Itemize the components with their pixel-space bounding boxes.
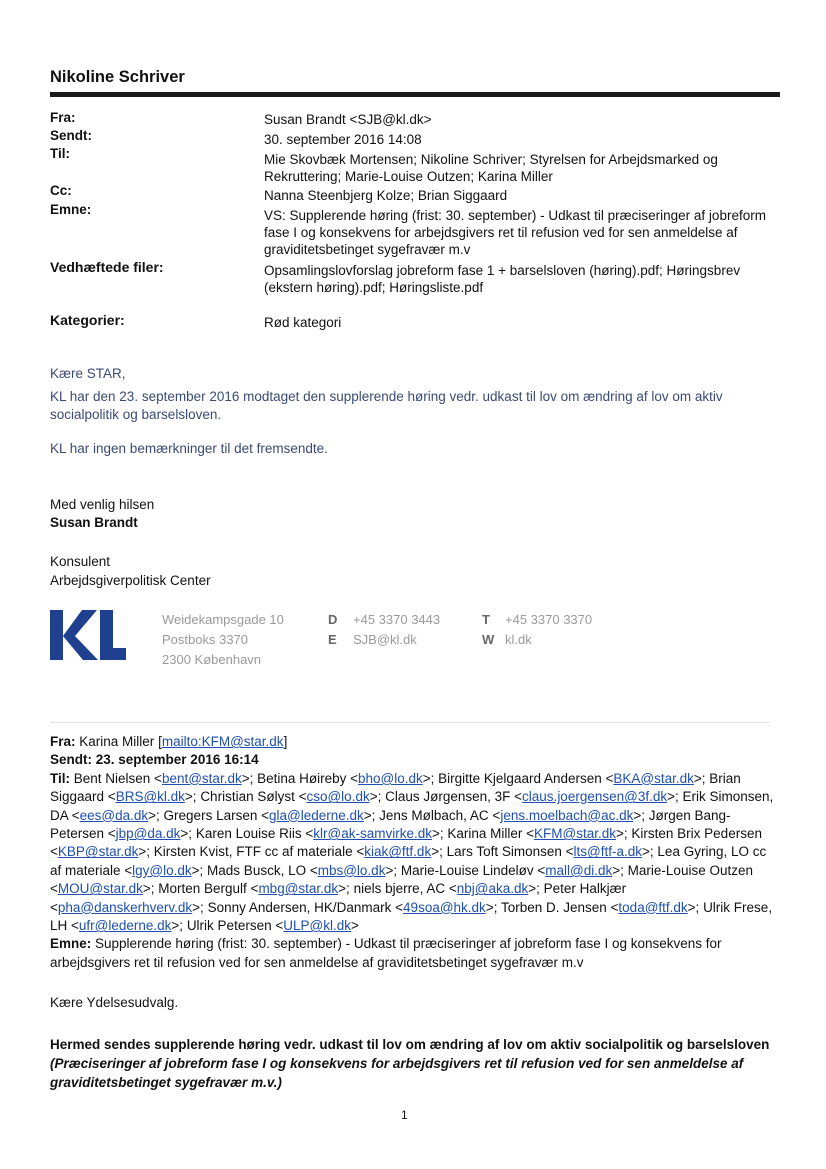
recipient [207,863,401,878]
recipient-list [50,771,773,933]
recipient-separator: >; [148,807,164,823]
direct-phone-label: D [328,612,338,627]
recipient-separator: >; [142,881,159,897]
title-rule [50,92,780,97]
recipient-email-link[interactable]: cso@lo.dk [306,789,370,805]
cc-label: Cc: [50,183,72,198]
recipient-name: Lars Toft Simonsen < [446,844,574,860]
recipient-email-link[interactable]: mbs@lo.dk [317,862,386,878]
signature-email: SJB@kl.dk [353,632,417,647]
recipient-name: Morten Bergulf < [158,881,259,897]
cc-value: Nanna Steenbjerg Kolze; Brian Siggaard [264,188,508,203]
recipient [379,808,649,823]
recipient-separator: >; [369,789,386,805]
recipient-name: Christian Sølyst < [200,789,307,805]
recipient [158,881,353,896]
recipient-separator: >; [363,807,380,823]
recipient-separator: >; [338,881,354,897]
recipient-email-link[interactable]: ees@da.dk [79,807,149,823]
recipient [501,900,703,915]
recipient-email-link[interactable]: BKA@star.dk [613,770,694,786]
signature-title: Konsulent [50,554,111,569]
recipient-name: Karina Miller < [447,826,535,842]
recipient-separator: >; [612,862,628,878]
contact-values-2 [505,610,592,650]
recipient-email-link[interactable]: mbg@star.dk [258,881,339,897]
signature-regards: Med venlig hilsen [50,497,155,512]
forwarded-sent-label: Sendt: [50,752,92,768]
recipient-email-link[interactable]: MOU@star.dk [57,881,143,897]
recipient-name: Marie-Louise Lindeløv < [400,862,546,878]
recipient-separator: >; [184,789,201,805]
recipient-email-link[interactable]: 49soa@hk.dk [403,899,486,915]
recipient-separator: >; [528,881,544,897]
recipient [257,771,438,786]
body-paragraph-1 [50,388,770,424]
contact-values-1 [353,610,440,650]
recipient-name: Brian Siggaard < [50,770,741,805]
recipient-separator: >; [687,899,704,915]
recipient [187,918,359,933]
recipient-email-link[interactable]: lgy@lo.dk [132,862,192,878]
recipient-email-link[interactable]: ULP@kl.dk [283,918,351,934]
email-label: E [328,632,337,647]
recipient-email-link[interactable]: mall@di.dk [545,862,613,878]
recipient [164,808,380,823]
recipient-email-link[interactable]: kiak@ftf.dk [364,844,432,860]
recipient-email-link[interactable]: toda@ftf.dk [618,899,688,915]
recipient-separator: >; [667,789,683,805]
recipient-email-link[interactable]: bho@lo.dk [358,770,423,786]
recipient-name: Erik Simonsen, DA < [50,789,774,823]
recipient [74,771,257,786]
subject-line-1: VS: Supplerende høring (frist: 30. september) - Udkast til præciseringer af jobreform [264,208,766,223]
forwarded-to-line [50,770,778,936]
web-address: kl.dk [505,632,532,647]
forwarded-greeting: Kære Ydelsesudvalg. [50,995,179,1010]
recipient-separator: >; [171,918,187,934]
to-label: Til: [50,146,70,161]
recipient-email-link[interactable]: nbj@aka.dk [456,881,529,897]
signature-department: Arbejdsgiverpolitisk Center [50,573,211,588]
recipient [200,789,385,804]
forwarded-from-line: Fra: Karina Miller [mailto:KFM@star.dk] [50,734,288,749]
recipient-separator: >; [633,807,649,823]
recipient-name: Mads Busck, LO < [207,862,318,878]
recipient-name: Betina Høireby < [257,770,359,786]
recipient-name: Kirsten Brix Pedersen < [50,826,762,860]
recipient-name: Ulrik Petersen < [186,918,284,934]
subject-line-3: graviditetsbetinget sygefravær m.v [264,242,471,257]
forwarded-sent-value: 23. september 2016 16:14 [95,752,259,768]
recipient-name: Peter Halkjær < [50,881,627,915]
recipient-email-link[interactable]: jbp@da.dk [115,826,181,842]
signature-name: Susan Brandt [50,515,138,530]
recipient-email-link[interactable]: klr@ak-samvirke.dk [313,826,432,842]
to-value [264,151,784,185]
recipient [385,789,682,804]
subject-line-2: fase I og konsekvens for arbejdsgivers ret til refusion ved for sen anmeldelse af [264,225,738,240]
attachments-line-2: (ekstern høring).pdf; Høringsliste.pdf [264,280,484,295]
page-number: 1 [401,1108,408,1122]
recipient [401,863,628,878]
body-greeting: Kære STAR, [50,366,126,381]
to-line-1: Mie Skovbæk Mortensen; Nikoline Schriver; Styrelsen for Arbejdsmarked og [264,152,718,167]
recipient-email-link[interactable]: KFM@star.dk [534,826,617,842]
recipient [154,844,447,859]
to-line-2: Rekruttering; Marie-Louise Outzen; Karina Miller [264,169,553,184]
from-value: Susan Brandt <SJB@kl.dk> [264,112,432,127]
recipient-separator: >; [138,844,154,860]
recipient-email-link[interactable]: claus.joergensen@3f.dk [522,789,668,805]
address-line-2: Postboks 3370 [162,632,249,647]
recipient-name: Gregers Larsen < [163,807,269,823]
recipient-email-link[interactable]: lts@ftf-a.dk [573,844,643,860]
page-title: Nikoline Schriver [50,68,185,86]
forwarded-from-name: Karina Miller [79,734,155,749]
recipient-name: Kirsten Kvist, FTF cc af materiale < [153,844,365,860]
forwarded-subject-line [50,935,778,972]
attachments-value [264,262,784,296]
category-value: Rød kategori [264,315,342,330]
recipient-name: Claus Jørgensen, 3F < [385,789,523,805]
recipient-name: Torben D. Jensen < [500,899,619,915]
recipient-email-link[interactable]: ufr@lederne.dk [78,918,172,934]
body-p1-line-2: socialpolitik og barselsloven. [50,407,222,422]
recipient-name: niels bjerre, AC < [353,881,457,897]
subject-label: Emne: [50,202,92,217]
recipient [196,826,448,841]
recipient-separator: >; [385,862,401,878]
recipient-separator: >; [192,899,208,915]
recipient [447,844,658,859]
forwarded-subject-label: Emne: [50,936,92,952]
attachments-line-1: Opsamlingslovforslag jobreform fase 1 + barselsloven (høring).pdf; Høringsbrev [264,263,741,278]
tel-label: T [482,612,490,627]
forwarded-intro-italic: (Præciseringer af jobreform fase I og konsekvens for arbejdsgivers ret til refusion ved for sen anmeldelse af graviditetsbetinget sygefravær m.v.) [50,1056,744,1090]
forwarded-sent-line [50,751,778,769]
forwarded-subject-value: Supplerende høring (frist: 30. september) - Udkast til præciseringer af jobreform fase I og konsekvens for arbejdsgivers ret til refusion ved for sen anmeldelse af graviditetsbetinget sygefravær m.v [50,936,722,970]
recipient-email-link[interactable]: gla@lederne.dk [268,807,364,823]
recipient-separator: >; [616,826,632,842]
forwarded-from-link[interactable]: mailto:KFM@star.dk [161,734,284,749]
recipient-email-link[interactable]: KBP@star.dk [57,844,139,860]
category-label: Kategorier: [50,312,125,328]
forwarded-to-label: Til: [50,770,70,786]
recipient-separator: >; [241,770,258,786]
recipient-email-link[interactable]: bent@star.dk [161,770,242,786]
from-label: Fra: [50,110,76,125]
main-tel: +45 3370 3370 [505,612,593,627]
forwarded-intro-bold: Hermed sendes supplerende høring vedr. udkast til lov om ændring af lov om aktiv socialpolitik og barselsloven [50,1037,770,1052]
recipient [208,900,501,915]
recipient-email-link[interactable]: jens.moelbach@ac.dk [500,807,634,823]
recipient [447,826,631,841]
subject-value [264,207,784,258]
web-label: W [482,632,495,647]
recipient-separator: >; [422,770,439,786]
recipient-separator: >; [180,826,196,842]
sent-label: Sendt: [50,128,92,143]
recipient-separator: >; [642,844,658,860]
forward-separator [50,722,770,723]
kl-logo [48,606,130,664]
recipient-email-link[interactable]: BRS@kl.dk [115,789,185,805]
recipient-name: Sonny Andersen, HK/Danmark < [207,899,404,915]
recipient-name: Ulrik Frese, LH < [50,899,773,934]
address-line-1: Weidekampsgade 10 [162,612,284,627]
recipient-name: Marie-Louise Outzen < [50,862,753,897]
signature-address [162,610,284,670]
body-paragraph-2: KL har ingen bemærkninger til det fremsendte. [50,441,328,456]
recipient-separator: >; [693,770,710,786]
forwarded-from-label: Fra: [50,734,76,749]
direct-phone: +45 3370 3443 [353,612,441,627]
recipient-name: Lea Gyring, LO cc af materiale < [50,844,767,878]
body-p1-line-1: KL har den 23. september 2016 modtaget den supplerende høring vedr. udkast til lov om ændring af lov om aktiv [50,389,723,404]
attachments-label: Vedhæftede filer: [50,259,164,275]
recipient-name: Jørgen Bang-Petersen < [50,807,731,842]
recipient-separator: >; [485,899,501,915]
forwarded-header [50,733,778,972]
contact-labels-1 [328,610,337,650]
sent-value: 30. september 2016 14:08 [264,132,422,147]
recipient-name: Bent Nielsen < [73,770,162,786]
recipient-name: Birgitte Kjelgaard Andersen < [438,770,614,786]
forwarded-intro [50,1035,780,1092]
contact-labels-2 [482,610,494,650]
address-line-3: 2300 København [162,652,262,667]
recipient-email-link[interactable]: pha@danskerhverv.dk [57,899,193,915]
recipient-name: Jens Mølbach, AC < [379,807,501,823]
recipient-separator: >; [191,862,208,878]
recipient-separator: >; [431,844,447,860]
recipient-name: Karen Louise Riis < [195,826,314,842]
recipient [354,881,544,896]
recipient [438,771,709,786]
recipient-separator: > [350,918,359,934]
recipient-separator: >; [431,826,448,842]
